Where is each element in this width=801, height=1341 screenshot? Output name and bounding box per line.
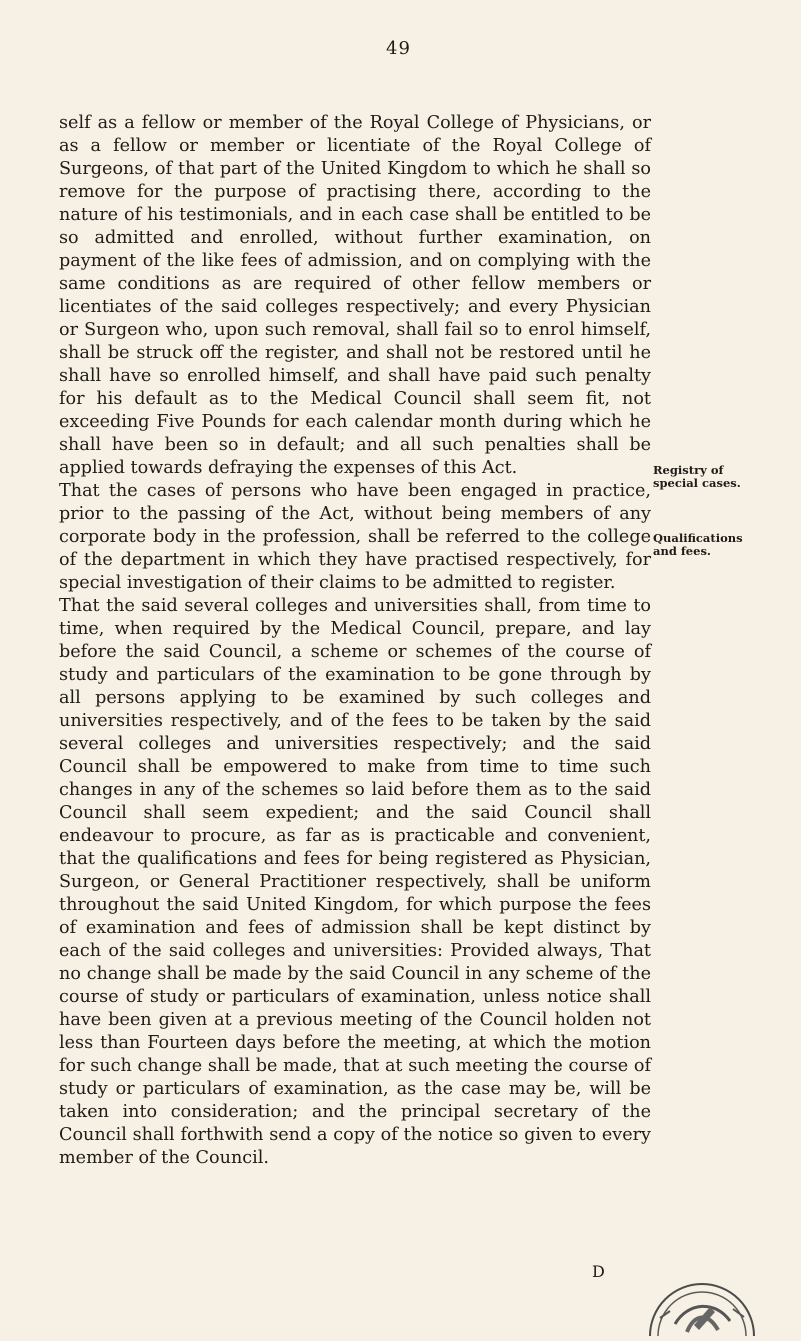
margin-note-registry: Registry of special cases. [653,463,741,490]
page-number: 49 [386,38,411,59]
margin-note-qualifications: Qualifications and fees. [653,531,743,558]
library-stamp-icon [642,1278,763,1336]
signature-mark: D [592,1262,605,1281]
paragraph-1: self as a fellow or member of the Royal College of Physicians, or as a fellow or member or licentiate of the Royal College of Surgeons, of that part of the United Kingdom to which he shall so remove for the purpose of practising there, according to the nature of his testimonials, and in each case shall be entitled to be so admitted and enrolled, without further examination, on payment of the like fees of admission, and on complying with the same conditions as are required of other fellow members or licentiates of the said colleges respectively; and every Physician or Surgeon who, upon such removal, shall fail so to enrol himself, shall be struck off the register, and shall not be restored until he shall have so enrolled himself, and shall have paid such penalty for his default as to the Medical Council shall seem fit, not exceeding Five Pounds for each calendar month during which he shall have been so in default; and all such penalties shall be applied towards defraying the expenses of this Act. [59,113,651,478]
body-text [59,112,651,1170]
paragraph-3: That the said several colleges and universities shall, from time to time, when required by the Medical Council, prepare, and lay before the said Council, a scheme or schemes of the course of study and particulars of the examination to be gone through by all persons applying to be examined by such colleges and universities respectively, and of the fees to be taken by the said several colleges and universities respectively; and the said Council shall be empowered to make from time to time such changes in any of the schemes so laid before them as to the said Council shall seem expedient; and the said Council shall endeavour to procure, as far as is practicable and convenient, that the qualifications and fees for being registered as Physician, Surgeon, or General Practitioner respectively, shall be uniform throughout the said United Kingdom, for which purpose the fees of examination and fees of admission shall be kept distinct by each of the said colleges and universities: Provided always, That no change shall be made by the said Council in any scheme of the course of study or particulars of examination, unless notice shall have been given at a previous meeting of the Council holden not less than Fourteen days before the meeting, at which the motion for such change shall be made, that at such meeting the course of study or particulars of examination, as the case may be, will be taken into consideration; and the principal secretary of the Council shall forthwith send a copy of the notice so given to every member of the Council. [59,596,651,1168]
paragraph-2: That the cases of persons who have been engaged in practice, prior to the passing of the Act, without being members of any corporate body in the profession, shall be referred to the college of the department in which they have practised respectively, for special investigation of their claims to be admitted to register. [59,481,651,593]
